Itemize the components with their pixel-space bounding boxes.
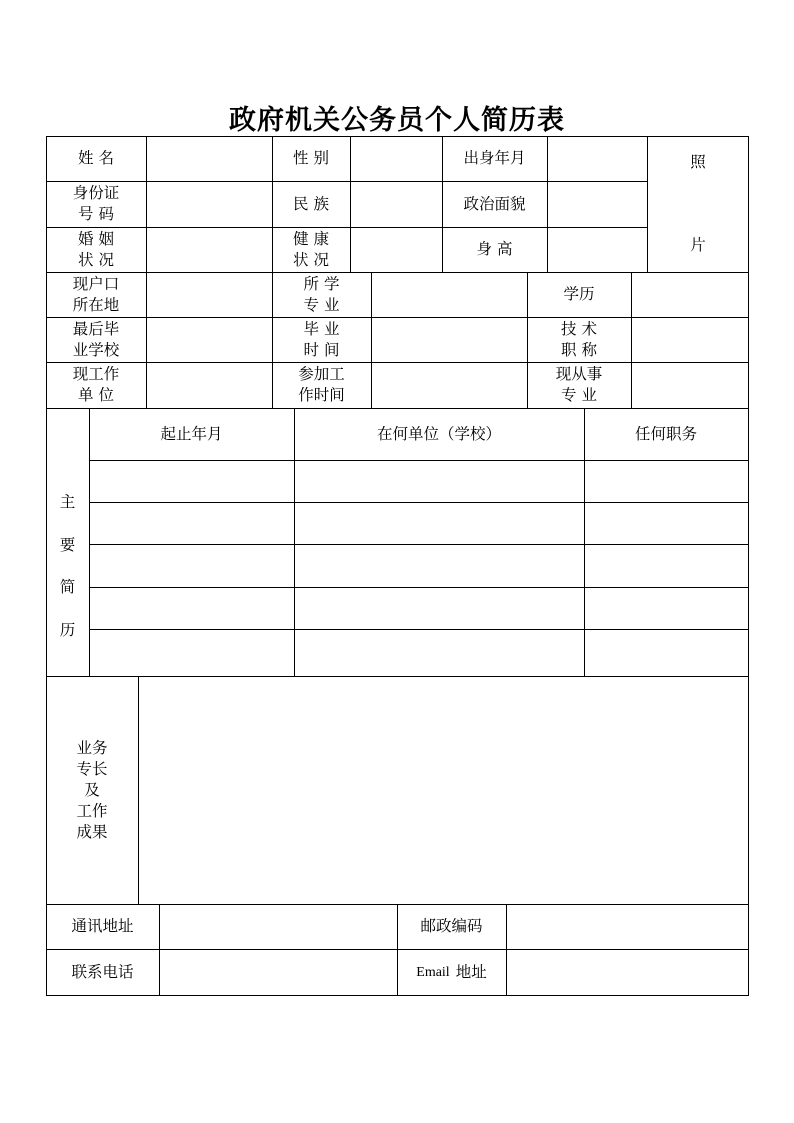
- label-work-start-time: 参加工 作时间: [298, 365, 345, 404]
- resume-organization-cell[interactable]: [295, 503, 584, 544]
- graduation-time-field[interactable]: [372, 318, 527, 362]
- height-field[interactable]: [548, 228, 647, 272]
- resume-header-organization: 在何单位（学校）: [376, 424, 501, 443]
- label-current-employer: 现工作 单 位: [72, 365, 120, 404]
- label-expertise: 业务 专长 及 工作 成果: [76, 738, 108, 841]
- page-title: 政府机关公务员个人简历表: [229, 105, 565, 136]
- label-gender: 性 别: [293, 149, 329, 167]
- resume-organization-cell[interactable]: [295, 545, 584, 587]
- resume-period-cell[interactable]: [90, 630, 294, 676]
- resume-side-char: 简: [59, 578, 76, 597]
- label-major: 所 学 专 业: [303, 274, 340, 314]
- resume-position-cell[interactable]: [585, 503, 748, 544]
- label-birth-date: 出身年月: [463, 149, 526, 167]
- ethnicity-field[interactable]: [351, 182, 442, 227]
- hukou-field[interactable]: [147, 273, 272, 317]
- label-marital-status: 婚 姻 状 况: [78, 229, 114, 269]
- marital-status-field[interactable]: [147, 228, 272, 272]
- label-id-number: 身份证 号 码: [72, 184, 120, 223]
- resume-position-cell[interactable]: [585, 630, 748, 676]
- resume-position-cell[interactable]: [585, 545, 748, 587]
- resume-organization-cell[interactable]: [295, 588, 584, 629]
- education-field[interactable]: [632, 273, 748, 317]
- resume-period-cell[interactable]: [90, 503, 294, 544]
- graduate-school-field[interactable]: [147, 318, 272, 362]
- resume-side-char: 历: [59, 620, 76, 639]
- current-profession-field[interactable]: [632, 363, 748, 408]
- gender-field[interactable]: [351, 137, 442, 181]
- resume-period-cell[interactable]: [90, 588, 294, 629]
- resume-period-cell[interactable]: [90, 461, 294, 502]
- label-postcode: 邮政编码: [420, 917, 483, 935]
- email-field[interactable]: [507, 950, 748, 995]
- resume-organization-cell[interactable]: [295, 461, 584, 502]
- label-graduate-school: 最后毕 业学校: [72, 319, 120, 359]
- resume-position-cell[interactable]: [585, 461, 748, 502]
- resume-position-cell[interactable]: [585, 588, 748, 629]
- birth-date-field[interactable]: [548, 137, 647, 181]
- label-political-status: 政治面貌: [463, 194, 526, 213]
- label-current-profession: 现从事 专 业: [555, 365, 603, 404]
- label-education: 学历: [563, 285, 595, 303]
- resume-side-char: 要: [59, 535, 76, 554]
- label-ethnicity: 民 族: [293, 194, 329, 213]
- photo-label-bottom: 片: [690, 235, 706, 254]
- label-hukou: 现户口 所在地: [72, 274, 120, 314]
- major-field[interactable]: [372, 273, 527, 317]
- resume-header-period: 起止年月: [160, 424, 223, 443]
- name-field[interactable]: [147, 137, 272, 181]
- resume-organization-cell[interactable]: [295, 630, 584, 676]
- resume-header-position: 任何职务: [634, 424, 697, 443]
- current-employer-field[interactable]: [147, 363, 272, 408]
- political-status-field[interactable]: [548, 182, 647, 227]
- photo-label-top: 照: [690, 152, 706, 171]
- label-address: 通讯地址: [71, 917, 134, 935]
- resume-side-label: [46, 490, 89, 640]
- label-email: [397, 949, 506, 995]
- label-name: 姓 名: [78, 149, 114, 167]
- resume-period-cell[interactable]: [90, 545, 294, 587]
- address-field[interactable]: [160, 905, 397, 949]
- phone-field[interactable]: [160, 950, 397, 995]
- health-field[interactable]: [351, 228, 442, 272]
- label-graduation-time: 毕 业 时 间: [303, 319, 340, 359]
- professional-title-field[interactable]: [632, 318, 748, 362]
- expertise-field[interactable]: [139, 677, 748, 904]
- label-height: 身 高: [476, 240, 513, 258]
- label-email-en: Email: [416, 964, 450, 980]
- label-health: 健 康 状 况: [293, 229, 329, 269]
- photo-area[interactable]: [648, 137, 748, 272]
- resume-side-char: 主: [59, 493, 76, 511]
- label-phone: 联系电话: [71, 962, 134, 981]
- id-number-field[interactable]: [147, 182, 272, 227]
- postcode-field[interactable]: [507, 905, 748, 949]
- label-professional-title: 技 术 职 称: [561, 319, 597, 359]
- work-start-time-field[interactable]: [372, 363, 527, 408]
- label-email-cn: 地址: [455, 962, 487, 981]
